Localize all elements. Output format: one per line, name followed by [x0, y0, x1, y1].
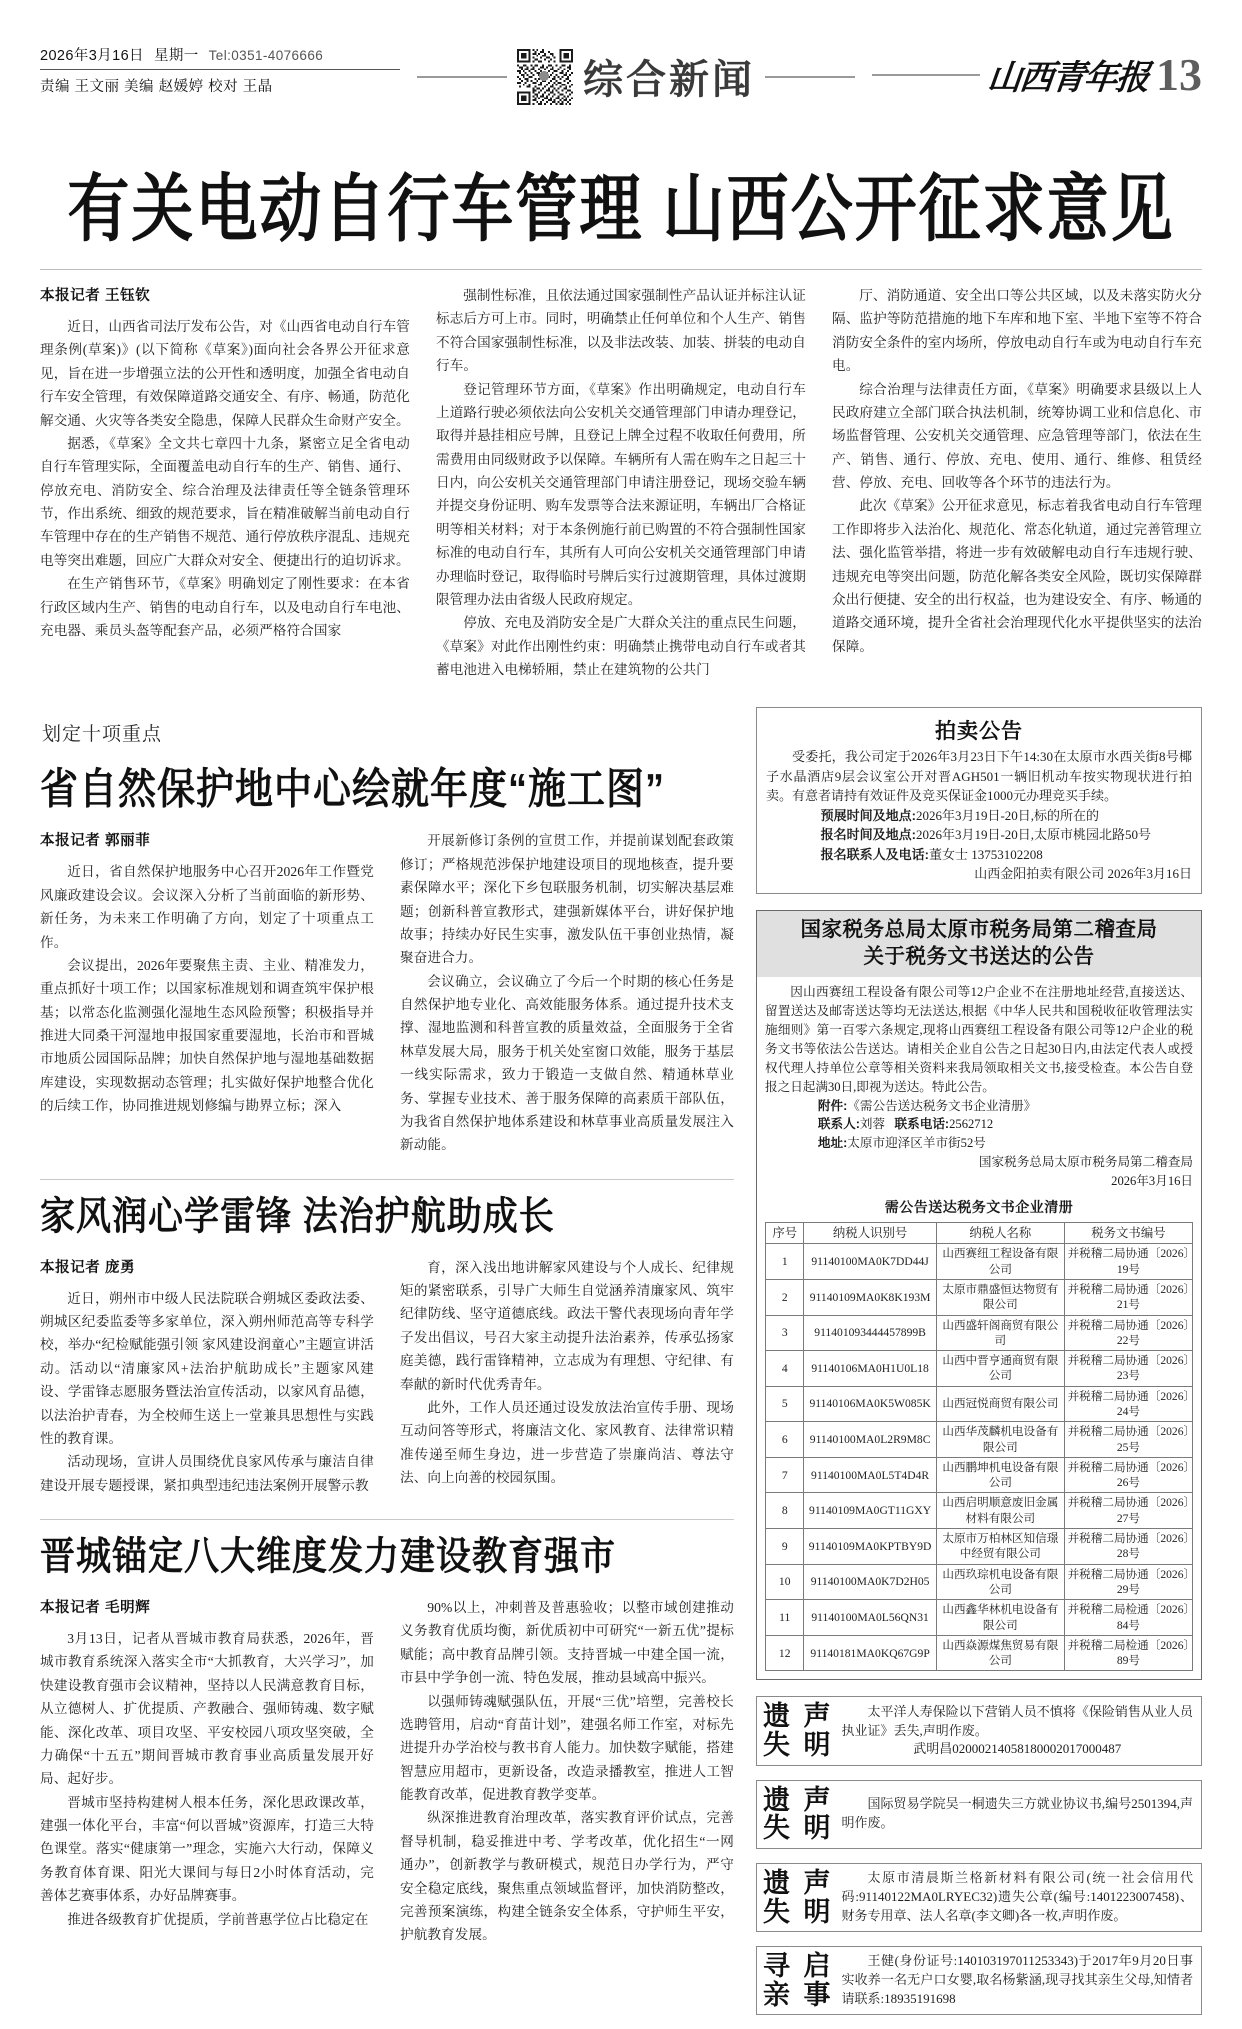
paragraph: 以强师铸魂赋强队伍，开展“三优”培塑，完善校长选聘管用，启动“育苗计划”，建强名师工作室，对标先进提升办学治校与教书育人能力。加快数字赋能，搭建智慧应用超市，更新设备，改造录播教室，推进人工智能教育改革，促进教育教学变革。: [400, 1693, 734, 1802]
table-cell: 911401093444457899B: [804, 1315, 936, 1351]
table-cell: 91140181MA0KQ67G9P: [804, 1635, 936, 1671]
table-cell: 3: [766, 1315, 804, 1351]
article2-column-2: [400, 829, 734, 1156]
table-cell: 并税稽二局协通〔2026〕28号: [1064, 1529, 1192, 1565]
paragraph: 近日，山西省司法厅发布公告，对《山西省电动自行车管理条例(草案)》(以下简称《草案》)面向社会各界公开征求意见，旨在进一步增强立法的公开性和透明度，加强全省电动自行车安全管理，有效保障道路交通安全、有序、畅通，防范化解交通、火灾等各类安全隐患，保障人民群众生命财产安全。: [40, 319, 410, 428]
masthead: [40, 36, 1202, 116]
table-cell: 91140109MA0GT11GXY: [804, 1493, 936, 1529]
tax-enterprise-table: [765, 1222, 1193, 1672]
paragraph: 太原市清晨斯兰格新材料有限公司(统一社会信用代码:91140122MA0LRYEC32)遗失公章(编号:1401223007458)、财务专用章、法人名章(李文卿)各一枚,声明作废。: [841, 1870, 1193, 1923]
lost-notice-stamp-line2: 失 明: [763, 1813, 834, 1844]
table-cell: 山西华茂麟机电设备有限公司: [936, 1422, 1064, 1458]
paragraph: 推进各级教育扩优提质，学前普惠学位占比稳定在: [67, 1911, 369, 1927]
lead-body-col1: [40, 315, 410, 642]
lost-notice-text: [842, 1952, 1193, 2009]
table-cell: 并税稽二局协通〔2026〕26号: [1064, 1457, 1192, 1493]
table-cell: 太原市鼎盛恒达物贸有限公司: [936, 1279, 1064, 1315]
editorial-credits: 责编 王文丽 美编 赵媛婷 校对 王晶: [40, 79, 273, 95]
table-row: [766, 1386, 1193, 1422]
article2-columns: [40, 829, 734, 1156]
auction-signup-row: [766, 825, 1192, 845]
lost-notice-stamp-line2: 失 明: [763, 1730, 834, 1761]
auction-contact-value: 董女士 13753102208: [928, 846, 1043, 862]
table-cell: 91140109MA0K8K193M: [804, 1279, 936, 1315]
page-number: 13: [1156, 48, 1202, 100]
table-row: [766, 1244, 1193, 1280]
lost-notice-stamp: [763, 1702, 842, 1759]
lead-column-2: [436, 284, 806, 681]
masthead-right: [872, 36, 1202, 99]
table-cell: 91140100MA0K7DD44J: [804, 1244, 936, 1280]
article2-body-col2: [400, 829, 734, 1156]
auction-notice-title: 拍卖公告: [935, 720, 1023, 744]
paragraph: 此次《草案》公开征求意见，标志着我省电动自行车管理工作即将步入法治化、规范化、常态化轨道，通过完善管理立法、强化监管举措，将进一步有效破解电动自行车违规行驶、违规充电等突出问题，防范化解各类安全风险，既切实保障群众出行便捷、安全的出行权益，也为建设安全、有序、畅通的道路交通环境，提升全省社会治理现代化水平提供坚实的法治保障。: [832, 498, 1202, 654]
table-row: [766, 1457, 1193, 1493]
paper-logo: 山西青年报: [985, 60, 1150, 97]
paragraph: 因山西赛纽工程设备有限公司等12户企业不在注册地址经营,直接送达、留置送达及邮寄送达等均无法送达,根据《中华人民共和国税收征收管理法实施细则》第一百零六条规定,现将山西赛纽工程设备有限公司等12户企业的税务文书等依法公告送达。请相关企业自公告之日起30日内,由法定代表人或授权代理人持单位公章等相关资料来我局领取相关文书,接受检查。本公告自登报之日起满30日,即视为送达。特此公告。: [765, 985, 1193, 1094]
tax-document-notice: [756, 910, 1202, 1681]
table-cell: 8: [766, 1493, 804, 1529]
table-cell: 太原市万柏林区知信璟中经贸有限公司: [936, 1529, 1064, 1565]
article3-body-col1: [40, 1287, 374, 1497]
tax-phone-value: 2562712: [949, 1117, 994, 1132]
table-cell: 2: [766, 1279, 804, 1315]
divider-masthead-right: [872, 74, 980, 76]
article-divider-2: [40, 1519, 734, 1520]
table-cell: 山西玖琮机电设备有限公司: [936, 1564, 1064, 1600]
table-cell: 山西中晋亨通商贸有限公司: [936, 1351, 1064, 1387]
lead-article-columns: [40, 284, 1202, 681]
tax-table-body: [766, 1244, 1193, 1671]
lost-notice-text: [842, 1869, 1193, 1926]
paragraph: 会议提出，2026年要聚焦主责、主业、精准发力，重点抓好十项工作；以国家标准规划和调查筑牢保护根基；以常态化监测强化湿地生态风险预警；积极指导并推进大同桑干河湿地申报国家重要湿地，长治市和晋城市地质公园国际品牌；加快自然保护地与湿地基础数据库建设，实现数据动态管理；扎实做好保护地整合优化的后续工作，协同推进规划修编与勘界立标；深入: [40, 957, 374, 1114]
paragraph: 受委托，我公司定于2026年3月23日下午14:30在太原市水西关街8号椰子水晶酒店9层会议室公开对晋AGH501一辆旧机动车按实物现状进行拍卖。有意者请持有效证件及竞买保证金1000元办理竞买手续。: [766, 749, 1192, 804]
table-cell: 9: [766, 1529, 804, 1565]
table-row: [766, 1315, 1193, 1351]
table-cell: 91140106MA0K5W085K: [804, 1386, 936, 1422]
lead-column-3: [832, 284, 1202, 681]
table-cell: 91140106MA0H1U0L18: [804, 1351, 936, 1387]
auction-signup-value: 2026年3月19日-20日,太原市桃园北路50号: [915, 827, 1152, 843]
column-header-no: 序号: [766, 1222, 804, 1243]
article2-kicker: 划定十项重点: [42, 724, 163, 746]
lead-body-col2: [436, 284, 806, 681]
article2-column-1: [40, 829, 374, 1156]
article-jincheng-education: [40, 1526, 734, 1947]
lead-article: [40, 150, 1202, 681]
lost-notice: [756, 1946, 1202, 2015]
paragraph: 强制性标准，且依法通过国家强制性产品认证并标注认证标志后方可上市。同时，明确禁止任何单位和个人生产、销售不符合国家强制性标准，以及非法改装、加装、拼装的电动自行车。: [436, 288, 806, 374]
table-cell: 91140100MA0L2R9M8C: [804, 1422, 936, 1458]
right-zone-notices: [756, 707, 1202, 2029]
table-row: [766, 1351, 1193, 1387]
publication-weekday: 星期一: [153, 48, 199, 64]
table-row: [766, 1422, 1193, 1458]
lost-notice-text: [842, 1702, 1193, 1759]
tax-contact-row: [765, 1115, 1193, 1134]
table-cell: 山西鹏坤机电设备有限公司: [936, 1457, 1064, 1493]
tax-notice-title-line2: 关于税务文书送达的公告: [863, 944, 1095, 968]
tax-signature-date: 2026年3月16日: [1111, 1174, 1193, 1189]
lost-notice-stamp-line1: 遗 声: [763, 1867, 834, 1898]
table-header-row: [766, 1222, 1193, 1243]
paragraph: 开展新修订条例的宣贯工作，并提前谋划配套政策修订；严格规范涉保护地建设项目的现地核查，提升要素保障水平；深化下乡包联服务机制，切实解决基层难题；创新科普宣教形式，建强新媒体平台，讲好保护地故事；持续办好民生实事，激发队伍干事创业热情，凝聚奋进合力。: [400, 833, 734, 966]
table-cell: 91140100MA0K7D2H05: [804, 1564, 936, 1600]
article-divider-1: [40, 1179, 734, 1180]
table-cell: 山西启明顺意废旧金属材料有限公司: [936, 1493, 1064, 1529]
masthead-date-row: [40, 44, 400, 70]
tax-notice-title-line1: 国家税务总局太原市税务局第二稽查局: [800, 917, 1158, 941]
lead-body-col3: [832, 284, 1202, 658]
tax-phone-label: 联系电话:: [894, 1117, 950, 1132]
table-row: [766, 1529, 1193, 1565]
article4-byline: 本报记者 毛明辉: [40, 1600, 151, 1616]
table-cell: 10: [766, 1564, 804, 1600]
paragraph: 会议确立，会议确立了今后一个时期的核心任务是自然保护地专业化、高效能服务体系。通过提升技术支撑、湿地监测和科普宣教的质量效益，全面服务于全省林草发展大局，服务于机关处室窗口效能，服务于基层一线实际需求，致力于锻造一支做自然、精通林草业务、掌握专业技术、善于服务保障的高素质干部队伍，为我省自然保护地体系建设和林草事业高质量发展注入新动能。: [400, 973, 734, 1153]
paragraph: 纵深推进教育治理改革，落实教育评价试点，完善督导机制，稳妥推进中考、学考改革，优化招生“一网通办”，创新教学与教研模式，规范日办学行为，严守安全稳定底线，聚焦重点领域监督评，加快消防整改，完善预案演练，构建全链条安全体系，守护师生平安，护航教育发展。: [400, 1810, 734, 1943]
auction-signup-label: 报名时间及地点:: [820, 827, 916, 843]
tax-contact-value: 刘蓉: [859, 1117, 886, 1132]
lead-headline: 有关电动自行车管理 山西公开征求意见: [67, 168, 1175, 251]
table-cell: 并税稽二局协通〔2026〕29号: [1064, 1564, 1192, 1600]
lost-notice-stamp-line1: 寻 启: [763, 1951, 834, 1982]
lost-notice-stamp: [763, 1786, 842, 1843]
auction-notice: [756, 707, 1202, 894]
article2-title: 省自然保护地中心绘就年度“施工图”: [40, 766, 666, 814]
table-cell: 5: [766, 1386, 804, 1422]
auction-notice-body: [766, 747, 1192, 884]
article2-byline: 本报记者 郭丽菲: [40, 833, 151, 850]
table-cell: 并税稽二局检通〔2026〕84号: [1064, 1600, 1192, 1636]
table-cell: 91140109MA0KPTBY9D: [804, 1529, 936, 1565]
table-cell: 并税稽二局协通〔2026〕25号: [1064, 1422, 1192, 1458]
auction-preview-value: 2026年3月19日-20日,标的所在的: [915, 807, 1100, 823]
table-cell: 12: [766, 1635, 804, 1671]
paragraph: 3月13日，记者从晋城市教育局获悉，2026年，晋城市教育系统深入落实全市“大抓教育，大兴学习”，加快建设教育强市会议精神，坚持以人民满意教育目标，从立德树人、扩优提质、产教融合、强师铸魂、数字赋能、深化改革、项目攻坚、平安校园八项攻坚突破，全力确保“十五五”期间晋城市教育事业高质量发展开好局、起好步。: [40, 1631, 374, 1787]
classified-notices: [756, 1696, 1202, 2015]
tax-table-caption: 需公告送达税务文书企业清册: [884, 1198, 1074, 1215]
table-row: [766, 1279, 1193, 1315]
table-cell: 11: [766, 1600, 804, 1636]
table-cell: 山西赛纽工程设备有限公司: [936, 1244, 1064, 1280]
tax-contact-label: 联系人:: [817, 1117, 860, 1132]
headline-rule: [40, 269, 1202, 270]
paragraph: 此外，工作人员还通过设发放法治宣传手册、现场互动问答等形式，将廉洁文化、家风教育、法律常识精准传递至师生身边，进一步营造了崇廉尚洁、尊法守法、向上向善的校园氛围。: [400, 1399, 734, 1485]
paragraph: 在生产销售环节，《草案》明确划定了刚性要求：在本省行政区域内生产、销售的电动自行车，以及电动自行车电池、充电器、乘员头盔等配套产品，必须严格符合国家: [40, 576, 410, 638]
column-header-doc: 税务文书编号: [1064, 1222, 1192, 1243]
paragraph: 活动现场，宣讲人员围绕优良家风传承与廉洁自律建设开展专题授课，紧扣典型违纪违法案例开展警示教: [40, 1454, 374, 1493]
table-cell: 山西盛轩阁商贸有限公司: [936, 1315, 1064, 1351]
publication-date: 2026年3月16日: [40, 48, 144, 64]
qr-code-icon[interactable]: [517, 49, 573, 105]
auction-preview-row: [766, 806, 1192, 826]
auction-signature: 山西金阳拍卖有限公司 2026年3月16日: [974, 866, 1192, 882]
column-header-name: 纳税人名称: [936, 1222, 1064, 1243]
lost-notice-text: [842, 1786, 1193, 1843]
paragraph: 90%以上，冲刺普及普惠验收；以整市域创建推动义务教育优质均衡，新优质初中可研究“一新五优”提标赋能；高中教育品牌引领。支持晋城一中建全国一流，市县中学争创一流、特色发展，推动县域高中振兴。: [400, 1600, 734, 1686]
paragraph: 武明昌020002140581800020170​00487: [913, 1741, 1122, 1757]
table-cell: 4: [766, 1351, 804, 1387]
article3-columns: [40, 1256, 734, 1497]
lost-notice-stamp-line1: 遗 声: [763, 1784, 834, 1815]
lost-notice: [756, 1696, 1202, 1765]
tax-address-row: [765, 1134, 1193, 1153]
paragraph: 太平洋人寿保险以下营销人员不慎将《保险销售从业人员执业证》丢失,声明作废。: [841, 1703, 1193, 1738]
divider-left: [417, 76, 507, 78]
article3-title: 家风润心学雷锋 法治护航助成长: [40, 1194, 555, 1239]
column-header-id: 纳税人识别号: [804, 1222, 936, 1243]
article2-body-col1: [40, 860, 374, 1117]
table-cell: 91140100MA0L56QN31: [804, 1600, 936, 1636]
paragraph: 厅、消防通道、安全出口等公共区域，以及未落实防火分隔、监护等防范措施的地下车库和地下室、半地下室等不符合消防安全条件的室内场所，停放电动自行车或为电动自行车充电。: [832, 288, 1202, 374]
section-title: 综合新闻: [583, 57, 755, 102]
table-cell: 并税稽二局协通〔2026〕22号: [1064, 1315, 1192, 1351]
table-cell: 6: [766, 1422, 804, 1458]
article4-column-1: [40, 1596, 374, 1947]
lead-column-1: [40, 284, 410, 681]
tax-address-value: 太原市迎泽区羊市街52号: [847, 1136, 986, 1151]
phone-number: Tel:0351-4076666: [208, 48, 324, 63]
paragraph: 国际贸易学院吴一桐遗失三方就业协议书,编号2501394,声明作废。: [841, 1796, 1193, 1831]
left-zone: [40, 707, 734, 2029]
table-cell: 并税稽二局检通〔2026〕89号: [1064, 1635, 1192, 1671]
table-cell: 7: [766, 1457, 804, 1493]
paragraph: 近日，省自然保护地服务中心召开2026年工作暨党风廉政建设会议。会议深入分析了当前面临的新形势、新任务，为未来工作明确了方向，划定了十项重点工作。: [40, 864, 374, 950]
article3-column-2: [400, 1256, 734, 1497]
article4-column-2: [400, 1596, 734, 1947]
article4-title: 晋城锚定八大维度发力建设教育强市: [40, 1534, 617, 1579]
lost-notice-stamp: [763, 1869, 842, 1926]
paragraph: 停放、充电及消防安全是广大群众关注的重点民生问题，《草案》对此作出刚性约束：明确禁止携带电动自行车或者其蓄电池进入电梯轿厢，禁止在建筑物的公共门: [436, 615, 806, 677]
table-row: [766, 1564, 1193, 1600]
article3-body-col2: [400, 1256, 734, 1490]
article4-body-col1: [40, 1627, 374, 1931]
tax-address-label: 地址:: [817, 1136, 848, 1151]
paragraph: 王健(身份证号:14010319701125334​3)于2017年9月20日事实收养一名无户口女婴,取名杨紫涵,现寻找其亲生父母,知情者请联系:18935191698: [841, 1953, 1193, 2007]
auction-contact-row: [766, 845, 1192, 865]
tax-attachment-row: [765, 1097, 1193, 1116]
table-cell: 91140100MA0L5T4D4R: [804, 1457, 936, 1493]
table-cell: 并税稽二局协通〔2026〕21号: [1064, 1279, 1192, 1315]
table-cell: 1: [766, 1244, 804, 1280]
auction-preview-label: 预展时间及地点:: [820, 807, 916, 823]
lost-notice: [756, 1780, 1202, 1849]
table-cell: 并税稽二局协通〔2026〕19号: [1064, 1244, 1192, 1280]
tax-notice-body: [757, 977, 1201, 1679]
paragraph: 晋城市坚持构建树人根本任务，深化思政课改革，建强一体化平台，丰富“何以晋城”资源库，打造三大特色课堂。落实“健康第一”理念，实施六大行动，保障义务教育体育课、阳光大课间与每日2小时体育活动，完善体艺赛事体系，办好品牌赛事。: [40, 1794, 374, 1904]
auction-contact-label: 报名联系人及电话:: [820, 846, 929, 862]
divider-right: [765, 76, 855, 78]
tax-notice-header: [757, 911, 1201, 977]
article-family-values: [40, 1186, 734, 1497]
lost-notice-stamp-line2: 亲 事: [763, 1979, 834, 2010]
article3-column-1: [40, 1256, 374, 1497]
masthead-left: [40, 36, 400, 96]
lost-notice: [756, 1863, 1202, 1932]
lost-notice-stamp: [763, 1952, 842, 2009]
table-cell: 山西鑫华林机电设备有限公司: [936, 1600, 1064, 1636]
lost-notice-stamp-line2: 失 明: [763, 1896, 834, 1927]
tax-attachment-value: 《需公告送达税务文书企业清册》: [847, 1098, 1037, 1113]
table-row: [766, 1493, 1193, 1529]
table-cell: 并税稽二局协通〔2026〕24号: [1064, 1386, 1192, 1422]
table-row: [766, 1635, 1193, 1671]
article4-body-col2: [400, 1596, 734, 1947]
paragraph: 据悉，《草案》全文共七章四十九条，紧密立足全省电动自行车管理实际，全面覆盖电动自行车的生产、销售、通行、停放充电、消防安全、综合治理及法律责任等全链条管理环节，作出系统、细致的规范要求，旨在精准破解当前电动自行车管理中存在的生产销售不规范、通行停放秩序混乱、违规充电等突出难题，回应广大群众对安全、便捷出行的迫切诉求。: [40, 435, 410, 568]
article-nature-reserve: [40, 719, 734, 1156]
paragraph: 登记管理环节方面，《草案》作出明确规定，电动自行车上道路行驶必须依法向公安机关交通管理部门申请办理登记，取得并悬挂相应号牌，且登记上牌全过程不收取任何费用，所需费用由同级财政予以保障。车辆所有人需在购车之日起三十日内，向公安机关交通管理部门申请注册登记，现场交验车辆并提交身份证明、购车发票等合法来源证明，车辆出厂合格证明等相关材料；对于本条例施行前已购置的不符合强制性国家标准的电动自行车，其所有人可向公安机关交通管理部门申请办理临时登记，取得临时号牌后实行过渡期管理，具体过渡期限管理办法由省级人民政府规定。: [436, 381, 806, 607]
paragraph: 育，深入浅出地讲解家风建设与个人成长、纪律规矩的紧密联系，引导广大师生自觉涵养清廉家风、筑牢纪律防线、坚守道德底线。政法干警代表现场向青年学子发出倡议，号召大家主动提升法治素养，传承弘扬家庭美德，践行雷锋精神，立志成为有理想、守纪律、有奉献的新时代优秀青年。: [400, 1259, 734, 1392]
table-cell: 并税稽二局协通〔2026〕23号: [1064, 1351, 1192, 1387]
article4-columns: [40, 1596, 734, 1947]
table-cell: 山西焱源煤焦贸易有限公司: [936, 1635, 1064, 1671]
table-cell: 山西冠悦商贸有限公司: [936, 1386, 1064, 1422]
table-row: [766, 1600, 1193, 1636]
article3-byline: 本报记者 庞勇: [40, 1259, 136, 1276]
tax-signature-org: 国家税务总局太原市税务局第二稽查局: [978, 1155, 1193, 1170]
lost-notice-stamp-line1: 遗 声: [763, 1701, 834, 1732]
lower-section: [40, 707, 1202, 2029]
table-cell: 并税稽二局协通〔2026〕27号: [1064, 1493, 1192, 1529]
paragraph: 近日，朔州市中级人民法院联合朔城区委政法委、朔城区纪委监委等多家单位，深入朔州师范高等专科学校，举办“纪检赋能强引领 家风建设润童心”主题宣讲活动。活动以“清廉家风+法治护航助成长”主题家风建设、学雷锋志愿服务暨法治宣传活动，以家风育品德，以法治护青春，为全校师生送上一堂兼具思想性与实践性的教育课。: [40, 1290, 374, 1446]
paragraph: 综合治理与法律责任方面，《草案》明确要求县级以上人民政府建立全部门联合执法机制，统筹协调工业和信息化、市场监督管理、公安机关交通管理、应急管理等部门，依法在生产、销售、通行、停放、充电、使用、通行、维修、租赁经营、停放、充电、回收等各个环节的违法行为。: [832, 381, 1202, 490]
masthead-center: [400, 36, 872, 105]
lead-byline: 本报记者 王钰钦: [40, 288, 151, 304]
tax-attachment-label: 附件:: [817, 1098, 848, 1113]
